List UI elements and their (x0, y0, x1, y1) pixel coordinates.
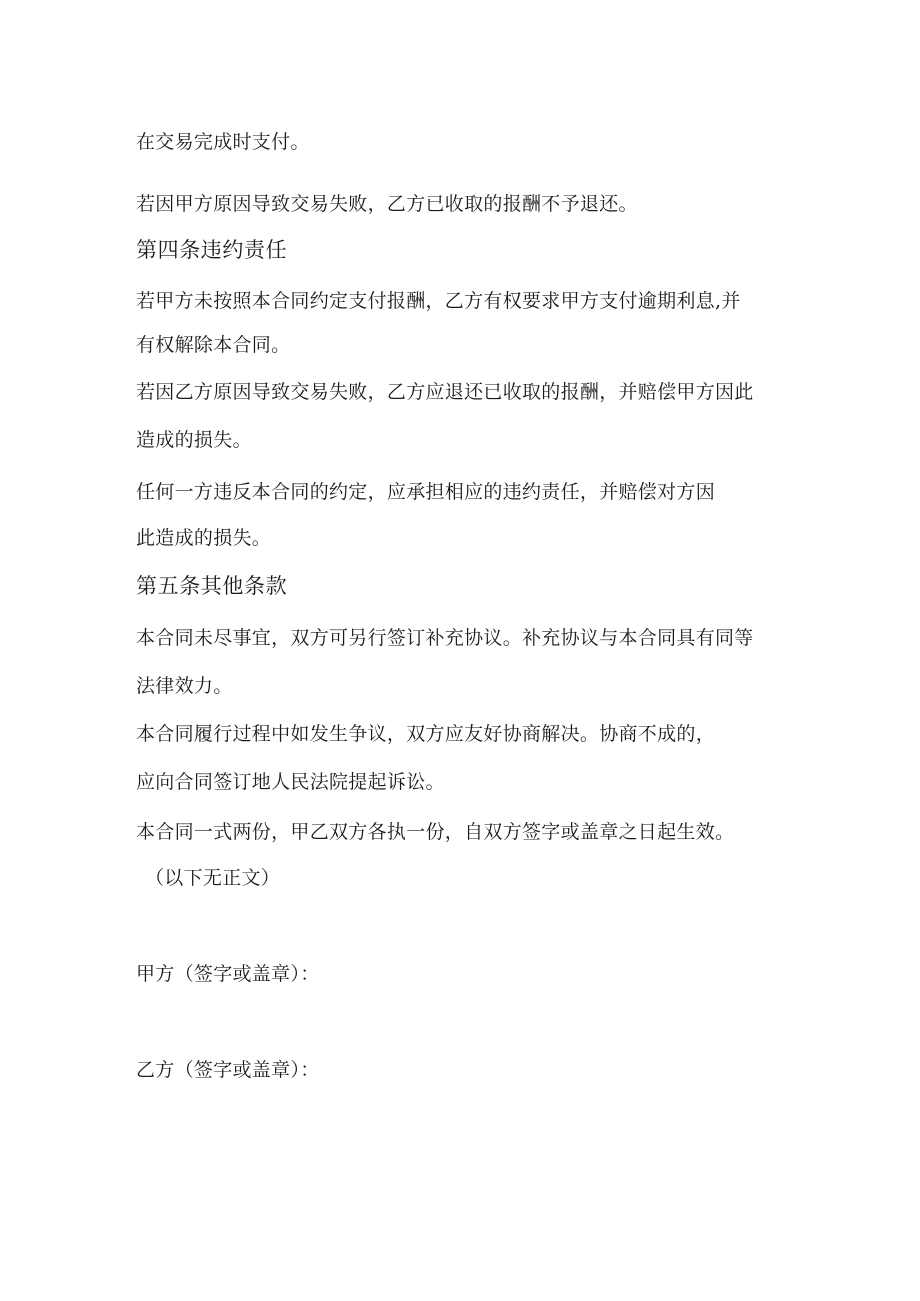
paragraph-copies: 本合同一式两份，甲乙双方各执一份，自双方签字或盖章之日起生效。 (136, 821, 735, 843)
paragraph-party-a-failure: 若因甲方原因导致交易失败，乙方已收取的报酬不予退还。 (136, 193, 638, 215)
paragraph-breach-line-2: 此造成的损失。 (136, 527, 272, 549)
paragraph-dispute-line-2: 应向合同签订地人民法院提起诉讼。 (136, 771, 445, 793)
paragraph-dispute-line-1: 本合同履行过程中如发生争议，双方应友好协商解决。协商不成的， (136, 723, 716, 745)
section-heading-article-4: 第四条违约责任 (136, 238, 288, 262)
paragraph-breach-line-1: 任何一方违反本合同的约定，应承担相应的违约责任，并赔偿对方因 (136, 481, 716, 503)
signature-party-b: 乙方（签字或盖章）： (136, 1059, 320, 1081)
paragraph-supplement-line-2: 法律效力。 (136, 675, 233, 697)
paragraph-party-b-failure-line-2: 造成的损失。 (136, 429, 252, 451)
paragraph-party-b-failure-line-1: 若因乙方原因导致交易失败，乙方应退还已收取的报酬，并赔偿甲方因此 (136, 381, 754, 403)
section-heading-article-5: 第五条其他条款 (136, 574, 288, 598)
paragraph-late-payment-line-2: 有权解除本合同。 (136, 334, 291, 356)
paragraph-late-payment-line-1: 若甲方未按照本合同约定支付报酬，乙方有权要求甲方支付逾期利息,并 (136, 290, 741, 312)
paragraph-payment-timing: 在交易完成时支付。 (136, 131, 310, 153)
signature-party-a: 甲方（签字或盖章）： (136, 963, 320, 985)
paragraph-supplement-line-1: 本合同未尽事宜，双方可另行签订补充协议。补充协议与本合同具有同等 (136, 627, 754, 649)
end-of-text-note: （以下无正文） (145, 867, 281, 889)
